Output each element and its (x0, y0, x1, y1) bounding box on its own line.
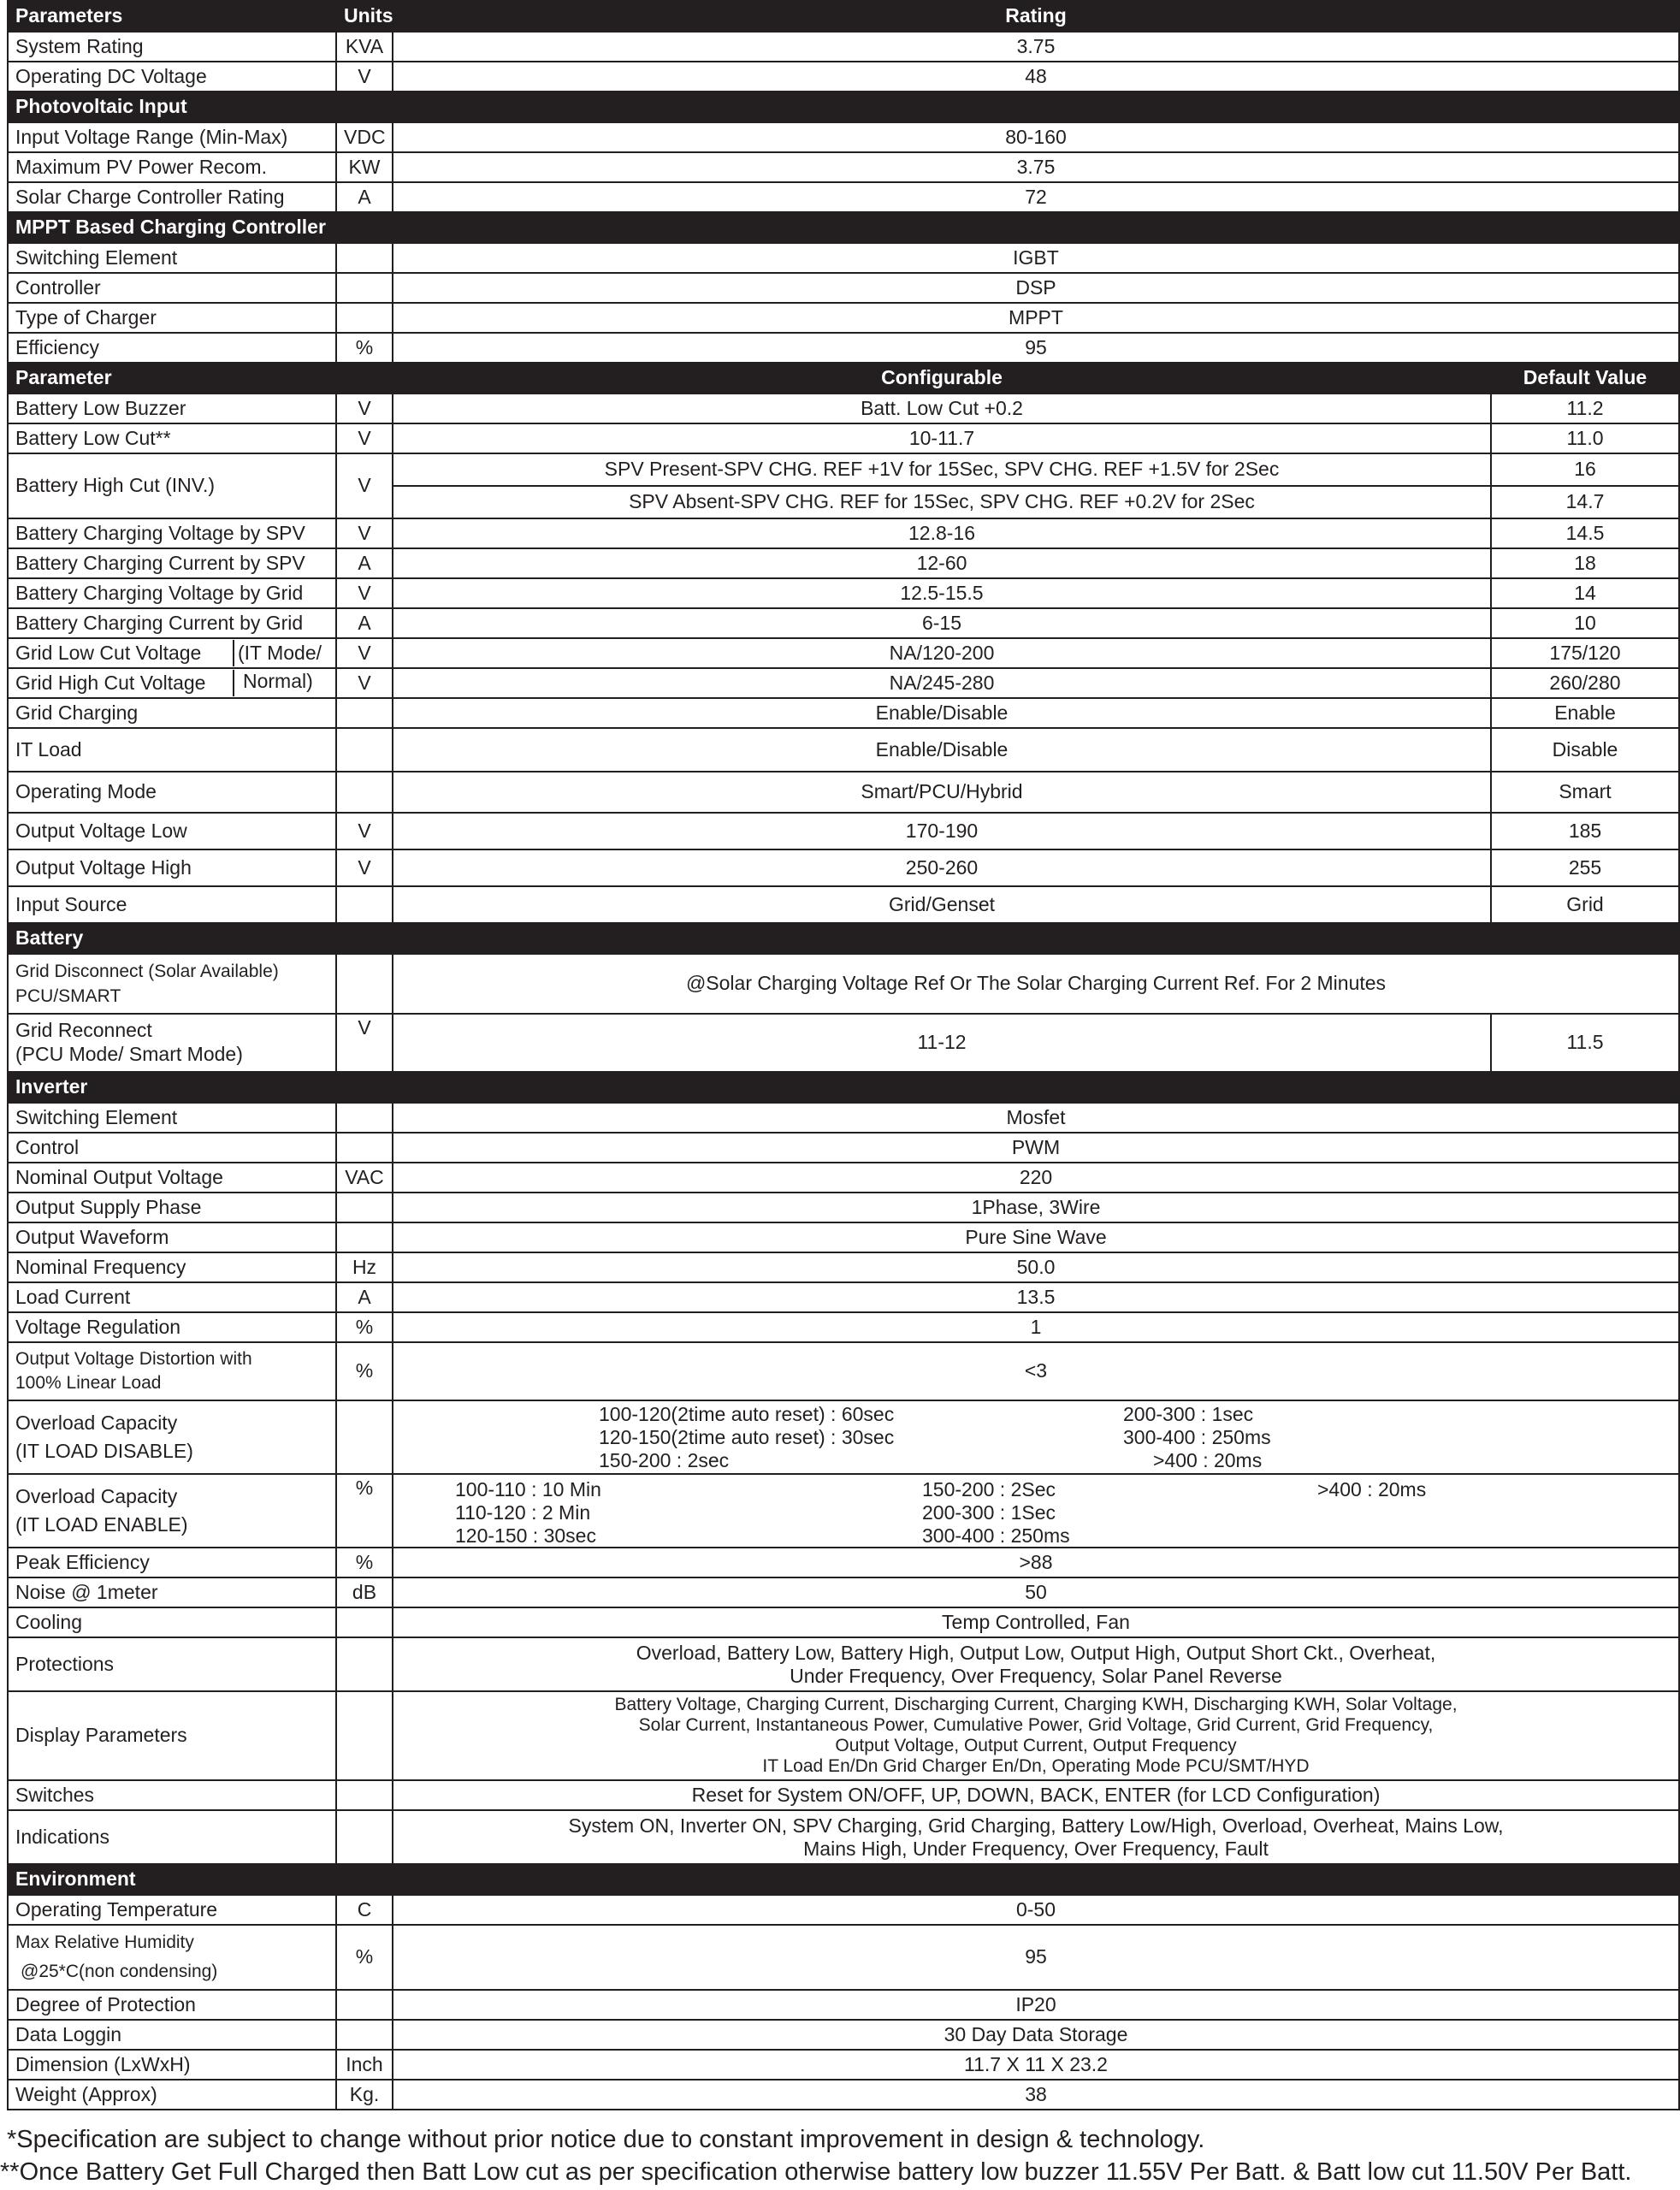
overload-value: >400 : 20ms (1317, 1478, 1427, 1500)
param-cell: Degree of Protection (8, 1990, 336, 2020)
section-title: Photovoltaic Input (8, 92, 1679, 122)
value-cell: 48 (393, 62, 1679, 92)
unit-cell (336, 243, 393, 273)
section-title: Battery (8, 923, 1679, 954)
param-cell: Output Voltage High (8, 849, 336, 886)
value-cell: DSP (393, 273, 1679, 303)
table-row (8, 772, 1679, 813)
table-row (8, 1895, 1679, 1925)
table-row (8, 1607, 1679, 1637)
unit-cell: V (336, 394, 393, 423)
value-cell: 3.75 (393, 32, 1679, 62)
value-cell: 1 (393, 1312, 1679, 1342)
value-cell: 13.5 (393, 1282, 1679, 1312)
unit-cell: A (336, 608, 393, 638)
param-cell: Grid Charging (8, 698, 336, 728)
overload-value: 300-400 : 250ms (922, 1524, 1070, 1547)
table-row (8, 698, 1679, 728)
table-row (8, 1577, 1679, 1607)
param-cell (8, 668, 336, 698)
unit-cell (336, 1691, 393, 1780)
default-cell: Smart (1491, 772, 1679, 813)
table-row (8, 1193, 1679, 1222)
unit-cell: Kg. (336, 2080, 393, 2110)
unit-cell (336, 1607, 393, 1637)
param-cell (8, 1925, 336, 1990)
param-cell (8, 1400, 336, 1474)
config-cell: 170-190 (393, 813, 1491, 849)
table-row (8, 1780, 1679, 1810)
default-cell: 11.2 (1491, 394, 1679, 423)
unit-cell: A (336, 548, 393, 578)
table-row (8, 1014, 1679, 1072)
value-cell: 38 (393, 2080, 1679, 2110)
value-line: Under Frequency, Over Frequency, Solar Panel Reverse (790, 1664, 1282, 1687)
table-row (8, 1691, 1679, 1780)
param-cell: Input Voltage Range (Min-Max) (8, 122, 336, 152)
default-cell: 11.0 (1491, 423, 1679, 453)
header-parameter: Parameter (8, 363, 336, 394)
config-cell: Batt. Low Cut +0.2 (393, 394, 1491, 423)
header-configurable: Configurable (393, 363, 1491, 394)
unit-cell: % (336, 1342, 393, 1400)
param-cell: Type of Charger (8, 303, 336, 333)
table-row (8, 122, 1679, 152)
value-cell: Reset for System ON/OFF, UP, DOWN, BACK, ENTER (for LCD Configuration) (393, 1780, 1679, 1810)
unit-cell (336, 1193, 393, 1222)
table-row (8, 1222, 1679, 1252)
config-header-row (8, 363, 1679, 394)
spec-table (7, 0, 1680, 2110)
table-row (8, 333, 1679, 363)
section-title: Environment (8, 1864, 1679, 1895)
unit-cell: KW (336, 152, 393, 182)
default-cell: 175/120 (1491, 638, 1679, 668)
section-title: MPPT Based Charging Controller (8, 212, 1679, 243)
value-cell: 80-160 (393, 122, 1679, 152)
overload-value: 300-400 : 250ms (1123, 1426, 1271, 1448)
table-row (8, 1925, 1679, 1990)
table-row (8, 1474, 1679, 1548)
value-cell: 50.0 (393, 1252, 1679, 1282)
unit-cell (336, 273, 393, 303)
overload-value: 100-120(2time auto reset) : 60sec (599, 1403, 895, 1425)
unit-cell (336, 1103, 393, 1133)
value-cell: <3 (393, 1342, 1679, 1400)
config-cell: Enable/Disable (393, 698, 1491, 728)
table-row (8, 548, 1679, 578)
unit-cell (336, 1400, 393, 1474)
table-row (8, 638, 1679, 668)
unit-cell: % (336, 1474, 393, 1548)
default-cell: 14.7 (1491, 486, 1679, 518)
value-cell: 11.7 X 11 X 23.2 (393, 2050, 1679, 2080)
default-cell: 18 (1491, 548, 1679, 578)
param-cell: Output Voltage Low (8, 813, 336, 849)
table-row (8, 303, 1679, 333)
unit-cell (336, 1637, 393, 1691)
param-cell: Operating Temperature (8, 1895, 336, 1925)
value-cell: 72 (393, 182, 1679, 212)
unit-cell (336, 1810, 393, 1864)
default-cell: 16 (1491, 453, 1679, 486)
default-cell: 14 (1491, 578, 1679, 608)
overload-value: 150-200 : 2Sec (922, 1478, 1056, 1500)
unit-cell: V (336, 1014, 393, 1072)
unit-cell (336, 1990, 393, 2020)
unit-cell: KVA (336, 32, 393, 62)
param-cell: Dimension (LxWxH) (8, 2050, 336, 2080)
unit-cell: C (336, 1895, 393, 1925)
header-blank (336, 363, 393, 394)
unit-cell (336, 772, 393, 813)
config-cell: 11-12 (393, 1014, 1491, 1072)
param-cell: Battery Charging Current by Grid (8, 608, 336, 638)
table-row (8, 2050, 1679, 2080)
config-cell: 6-15 (393, 608, 1491, 638)
table-row (8, 668, 1679, 698)
param-cell: Display Parameters (8, 1691, 336, 1780)
value-cell: 95 (393, 1925, 1679, 1990)
header-parameters: Parameters (8, 1, 336, 32)
value-cell: 1Phase, 3Wire (393, 1193, 1679, 1222)
unit-cell: V (336, 453, 393, 518)
value-cell: 30 Day Data Storage (393, 2020, 1679, 2050)
param-cell: Switches (8, 1780, 336, 1810)
param-cell: Output Waveform (8, 1222, 336, 1252)
table-row (8, 886, 1679, 923)
param-line: Grid Disconnect (Solar Available) (15, 961, 279, 981)
unit-cell (336, 954, 393, 1014)
unit-cell: V (336, 668, 393, 698)
value-cell: Mosfet (393, 1103, 1679, 1133)
unit-cell: dB (336, 1577, 393, 1607)
unit-cell (336, 1780, 393, 1810)
overload-value: 200-300 : 1Sec (922, 1501, 1056, 1524)
param-line: 100% Linear Load (15, 1373, 162, 1393)
table-row (8, 578, 1679, 608)
param-cell: Weight (Approx) (8, 2080, 336, 2110)
table-row (8, 1810, 1679, 1864)
table-row (8, 1990, 1679, 2020)
param-line: Output Voltage Distortion with (15, 1348, 252, 1369)
unit-cell (336, 2020, 393, 2050)
unit-cell: V (336, 638, 393, 668)
table-row (8, 954, 1679, 1014)
param-cell: IT Load (8, 728, 336, 772)
param-cell: Battery High Cut (INV.) (8, 453, 336, 518)
param-cell: Operating DC Voltage (8, 62, 336, 92)
param-cell: Maximum PV Power Recom. (8, 152, 336, 182)
param-line: @25*C(non condensing) (21, 1962, 218, 1981)
mode-note: (IT Mode/ (238, 641, 322, 664)
table-row (8, 453, 1679, 486)
param-line: (IT LOAD DISABLE) (15, 1440, 193, 1462)
table-row (8, 518, 1679, 548)
param-cell: Controller (8, 273, 336, 303)
param-cell: System Rating (8, 32, 336, 62)
value-line: Mains High, Under Frequency, Over Frequency, Fault (803, 1837, 1269, 1860)
config-cell: 10-11.7 (393, 423, 1491, 453)
spec-sheet (7, 0, 1678, 2110)
param-cell: Switching Element (8, 243, 336, 273)
unit-cell (336, 303, 393, 333)
display-params-value (393, 1691, 1679, 1780)
config-cell: 250-260 (393, 849, 1491, 886)
table-row (8, 1548, 1679, 1577)
value-cell: >88 (393, 1548, 1679, 1577)
param-cell: Nominal Output Voltage (8, 1163, 336, 1193)
param-cell: Data Loggin (8, 2020, 336, 2050)
unit-cell: % (336, 333, 393, 363)
value-line: Overload, Battery Low, Battery High, Output Low, Output High, Output Short Ckt., Overheat, (636, 1642, 1436, 1665)
grid-high-cut-label: Grid High Cut Voltage (9, 670, 234, 697)
default-cell: Enable (1491, 698, 1679, 728)
default-cell: Disable (1491, 728, 1679, 772)
table-row (8, 1133, 1679, 1163)
section-header-environment (8, 1864, 1679, 1895)
table-row (8, 152, 1679, 182)
table-row (8, 1400, 1679, 1474)
value-cell: 95 (393, 333, 1679, 363)
param-cell: Nominal Frequency (8, 1252, 336, 1282)
value-line: System ON, Inverter ON, SPV Charging, Grid Charging, Battery Low/High, Overload, Overheat, Mains Low, (568, 1814, 1504, 1838)
unit-cell: % (336, 1312, 393, 1342)
section-header-pv (8, 92, 1679, 122)
overload-value: >400 : 20ms (1153, 1449, 1263, 1471)
unit-cell (336, 1133, 393, 1163)
table-row (8, 62, 1679, 92)
config-cell: NA/120-200 (393, 638, 1491, 668)
unit-cell: VAC (336, 1163, 393, 1193)
value-cell: 50 (393, 1577, 1679, 1607)
table-row (8, 1163, 1679, 1193)
param-cell: Control (8, 1133, 336, 1163)
param-cell: Input Source (8, 886, 336, 923)
header-units: Units (336, 1, 393, 32)
grid-low-cut-label: Grid Low Cut Voltage (9, 640, 234, 667)
param-cell (8, 638, 336, 668)
config-cell: Enable/Disable (393, 728, 1491, 772)
unit-cell: A (336, 182, 393, 212)
param-cell: Battery Charging Current by SPV (8, 548, 336, 578)
value-cell: IGBT (393, 243, 1679, 273)
unit-cell (336, 698, 393, 728)
param-cell: Switching Element (8, 1103, 336, 1133)
param-line: (IT LOAD ENABLE) (15, 1513, 188, 1536)
param-cell: Battery Charging Voltage by Grid (8, 578, 336, 608)
value-line: IT Load En/Dn Grid Charger En/Dn, Operating Mode PCU/SMT/HYD (762, 1756, 1310, 1777)
table-row (8, 243, 1679, 273)
unit-cell: VDC (336, 122, 393, 152)
param-line: Overload Capacity (15, 1411, 178, 1434)
table-row (8, 273, 1679, 303)
default-cell: 255 (1491, 849, 1679, 886)
unit-cell: % (336, 1925, 393, 1990)
param-line: Max Relative Humidity (15, 1933, 194, 1953)
config-cell: SPV Absent-SPV CHG. REF for 15Sec, SPV CHG. REF +0.2V for 2Sec (393, 486, 1491, 518)
section-header-battery (8, 923, 1679, 954)
footnote-2: **Once Battery Get Full Charged then Batt Low cut as per specification otherwise battery low buzzer 11.55V Per Batt. & Batt low cut 11.50V Per Batt. (0, 2158, 1632, 2186)
table-row (8, 1252, 1679, 1282)
param-cell (8, 1474, 336, 1548)
param-line: (PCU Mode/ Smart Mode) (15, 1043, 243, 1065)
value-line: Solar Current, Instantaneous Power, Cumulative Power, Grid Voltage, Grid Current, Grid Frequency, (638, 1714, 1434, 1735)
param-cell: Indications (8, 1810, 336, 1864)
overload-value: 150-200 : 2sec (599, 1449, 730, 1471)
param-cell (8, 1342, 336, 1400)
mode-note: Normal) (243, 669, 313, 692)
header-default-value: Default Value (1491, 363, 1679, 394)
overload-disable-values (393, 1400, 1679, 1474)
footnotes (0, 2123, 1631, 2188)
section-header-inverter (8, 1072, 1679, 1103)
param-cell: Battery Charging Voltage by SPV (8, 518, 336, 548)
param-line: PCU/SMART (15, 986, 121, 1006)
param-cell: Peak Efficiency (8, 1548, 336, 1577)
param-cell: Protections (8, 1637, 336, 1691)
value-cell: MPPT (393, 303, 1679, 333)
value-cell: IP20 (393, 1990, 1679, 2020)
overload-value: 100-110 : 10 Min (455, 1478, 601, 1500)
table-row (8, 182, 1679, 212)
table-row (8, 728, 1679, 772)
param-cell (8, 1014, 336, 1072)
unit-cell: % (336, 1548, 393, 1577)
table-row (8, 1103, 1679, 1133)
unit-cell: Hz (336, 1252, 393, 1282)
unit-cell (336, 1222, 393, 1252)
table-row (8, 849, 1679, 886)
overload-value: 110-120 : 2 Min (455, 1501, 591, 1524)
overload-value: 120-150(2time auto reset) : 30sec (599, 1426, 895, 1448)
table-row (8, 608, 1679, 638)
table-row (8, 423, 1679, 453)
value-line: Output Voltage, Output Current, Output Frequency (835, 1736, 1237, 1755)
indications-value (393, 1810, 1679, 1864)
table-header-row (8, 1, 1679, 32)
value-cell: 0-50 (393, 1895, 1679, 1925)
unit-cell: V (336, 518, 393, 548)
param-cell: Battery Low Buzzer (8, 394, 336, 423)
default-cell: Grid (1491, 886, 1679, 923)
value-cell: Temp Controlled, Fan (393, 1607, 1679, 1637)
unit-cell: Inch (336, 2050, 393, 2080)
unit-cell: V (336, 423, 393, 453)
value-cell: 220 (393, 1163, 1679, 1193)
param-cell: Battery Low Cut** (8, 423, 336, 453)
table-row (8, 1342, 1679, 1400)
footnote-1: *Specification are subject to change without prior notice due to constant improvement in design & technology. (7, 2126, 1205, 2153)
section-header-mppt (8, 212, 1679, 243)
param-cell: Load Current (8, 1282, 336, 1312)
value-line: Battery Voltage, Charging Current, Discharging Current, Charging KWH, Discharging KWH, Solar Voltage, (614, 1694, 1458, 1714)
table-row (8, 2080, 1679, 2110)
param-cell: Solar Charge Controller Rating (8, 182, 336, 212)
default-cell: 260/280 (1491, 668, 1679, 698)
default-cell: 185 (1491, 813, 1679, 849)
value-cell: @Solar Charging Voltage Ref Or The Solar Charging Current Ref. For 2 Minutes (393, 954, 1679, 1014)
unit-cell: V (336, 578, 393, 608)
unit-cell: V (336, 813, 393, 849)
param-cell: Operating Mode (8, 772, 336, 813)
param-cell: Cooling (8, 1607, 336, 1637)
value-cell: Pure Sine Wave (393, 1222, 1679, 1252)
overload-value: 200-300 : 1sec (1123, 1403, 1254, 1425)
param-cell: Noise @ 1meter (8, 1577, 336, 1607)
unit-cell (336, 886, 393, 923)
table-row (8, 1312, 1679, 1342)
protections-value (393, 1637, 1679, 1691)
unit-cell: A (336, 1282, 393, 1312)
table-row (8, 1282, 1679, 1312)
value-cell: 3.75 (393, 152, 1679, 182)
config-cell: 12.5-15.5 (393, 578, 1491, 608)
table-row (8, 394, 1679, 423)
unit-cell: V (336, 849, 393, 886)
section-title: Inverter (8, 1072, 1679, 1103)
table-row (8, 32, 1679, 62)
unit-cell: V (336, 62, 393, 92)
default-cell: 10 (1491, 608, 1679, 638)
config-cell: SPV Present-SPV CHG. REF +1V for 15Sec, SPV CHG. REF +1.5V for 2Sec (393, 453, 1491, 486)
param-cell (8, 954, 336, 1014)
param-line: Overload Capacity (15, 1484, 178, 1507)
default-cell: 11.5 (1491, 1014, 1679, 1072)
table-row (8, 1637, 1679, 1691)
config-cell: 12.8-16 (393, 518, 1491, 548)
table-row (8, 813, 1679, 849)
config-cell: Smart/PCU/Hybrid (393, 772, 1491, 813)
overload-enable-values (393, 1474, 1679, 1548)
param-line: Grid Reconnect (15, 1019, 152, 1042)
config-cell: 12-60 (393, 548, 1491, 578)
value-cell: PWM (393, 1133, 1679, 1163)
unit-cell (336, 728, 393, 772)
overload-value: 120-150 : 30sec (455, 1524, 596, 1547)
param-cell: Voltage Regulation (8, 1312, 336, 1342)
table-row (8, 2020, 1679, 2050)
param-cell: Efficiency (8, 333, 336, 363)
config-cell: NA/245-280 (393, 668, 1491, 698)
default-cell: 14.5 (1491, 518, 1679, 548)
header-rating: Rating (393, 1, 1679, 32)
param-cell: Output Supply Phase (8, 1193, 336, 1222)
config-cell: Grid/Genset (393, 886, 1491, 923)
